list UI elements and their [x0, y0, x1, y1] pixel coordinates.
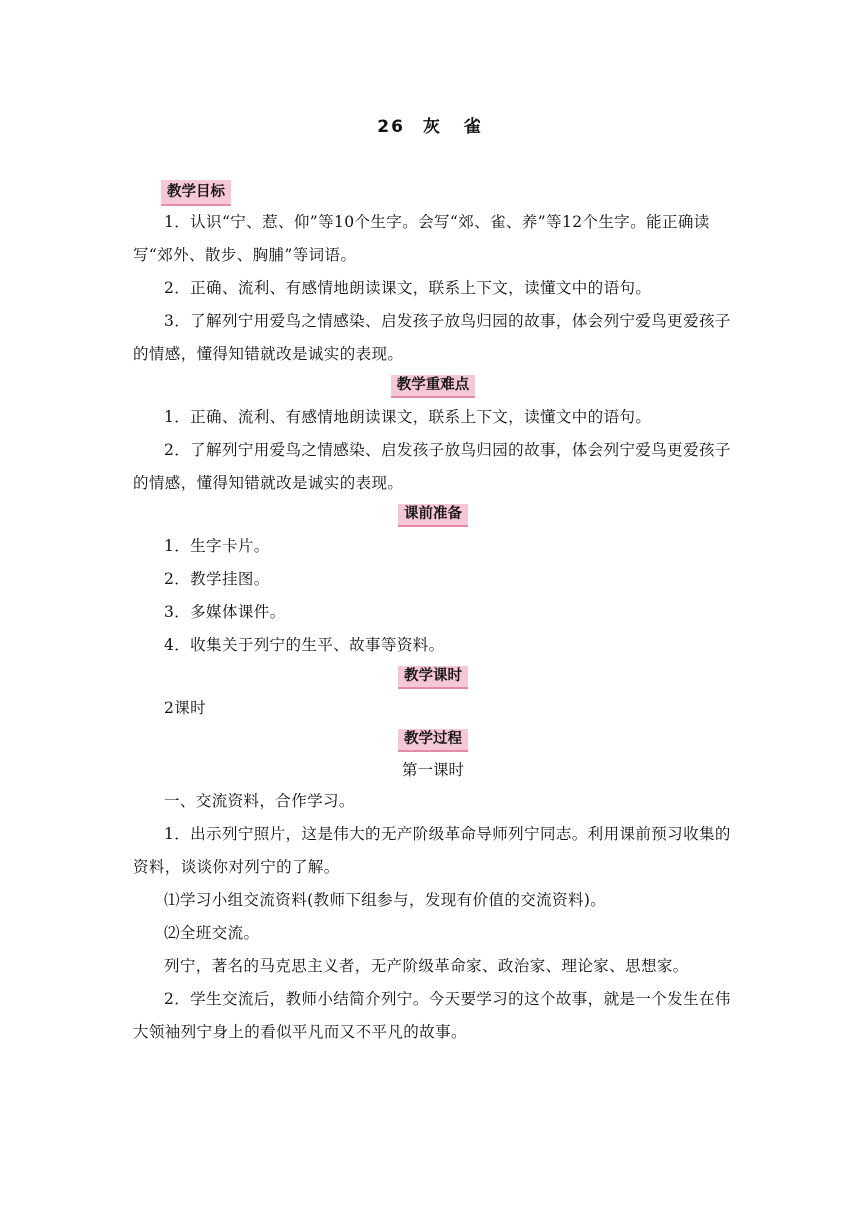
goal-item: 1．认识“宁、惹、仰”等10个生字。会写“郊、雀、养”等12个生字。能正确读写“郊外、散步、胸脯”等词语。 — [133, 213, 710, 264]
title-char-1: 灰 — [422, 117, 442, 137]
key-points-heading-row — [133, 371, 733, 401]
page-title — [0, 112, 860, 137]
preparation-item: 2．教学挂图。 — [164, 570, 270, 588]
process-paragraph: 2．学生交流后，教师小结简介列宁。今天要学习的这个故事，就是一个发生在伟大领袖列宁身上的看似平凡而又不平凡的故事。 — [133, 990, 731, 1041]
document-body — [133, 176, 733, 1049]
hours-heading-row — [133, 662, 733, 692]
preparation-item: 4．收集关于列宁的生平、故事等资料。 — [164, 636, 445, 654]
hours-heading: 教学课时 — [398, 666, 468, 689]
lesson-subtitle: 第一课时 — [401, 761, 464, 779]
key-point-item: 2．了解列宁用爱鸟之情感染、启发孩子放鸟归园的故事，体会列宁爱鸟更爱孩子的情感，懂得知错就改是诚实的表现。 — [133, 441, 731, 492]
process-heading: 教学过程 — [398, 729, 468, 752]
lesson-number: 26 — [377, 117, 405, 137]
title-char-2: 雀 — [463, 117, 483, 137]
process-paragraph: 列宁，著名的马克思主义者，无产阶级革命家、政治家、理论家、思想家。 — [164, 957, 689, 975]
goal-item: 3．了解列宁用爱鸟之情感染、启发孩子放鸟归园的故事，体会列宁爱鸟更爱孩子的情感，懂得知错就改是诚实的表现。 — [133, 312, 731, 363]
goals-heading-row — [133, 176, 733, 206]
process-paragraph: ⑴学习小组交流资料(教师下组参与，发现有价值的交流资料)。 — [164, 891, 607, 909]
preparation-heading: 课前准备 — [398, 504, 468, 527]
process-heading-row — [133, 725, 733, 755]
process-paragraph: 1．出示列宁照片，这是伟大的无产阶级革命导师列宁同志。利用课前预习收集的资料，谈谈你对列宁的了解。 — [133, 825, 731, 876]
goals-heading: 教学目标 — [161, 180, 231, 206]
preparation-item: 1．生字卡片。 — [164, 537, 270, 555]
goal-item: 2．正确、流利、有感情地朗读课文，联系上下文，读懂文中的语句。 — [164, 279, 652, 297]
preparation-item: 3．多媒体课件。 — [164, 603, 286, 621]
key-point-item: 1．正确、流利、有感情地朗读课文，联系上下文，读懂文中的语句。 — [164, 408, 652, 426]
hours-text: 2课时 — [164, 699, 207, 717]
process-paragraph: 一、交流资料，合作学习。 — [164, 792, 355, 810]
key-points-heading: 教学重难点 — [391, 375, 476, 398]
process-paragraph: ⑵全班交流。 — [164, 924, 260, 942]
preparation-heading-row — [133, 500, 733, 530]
